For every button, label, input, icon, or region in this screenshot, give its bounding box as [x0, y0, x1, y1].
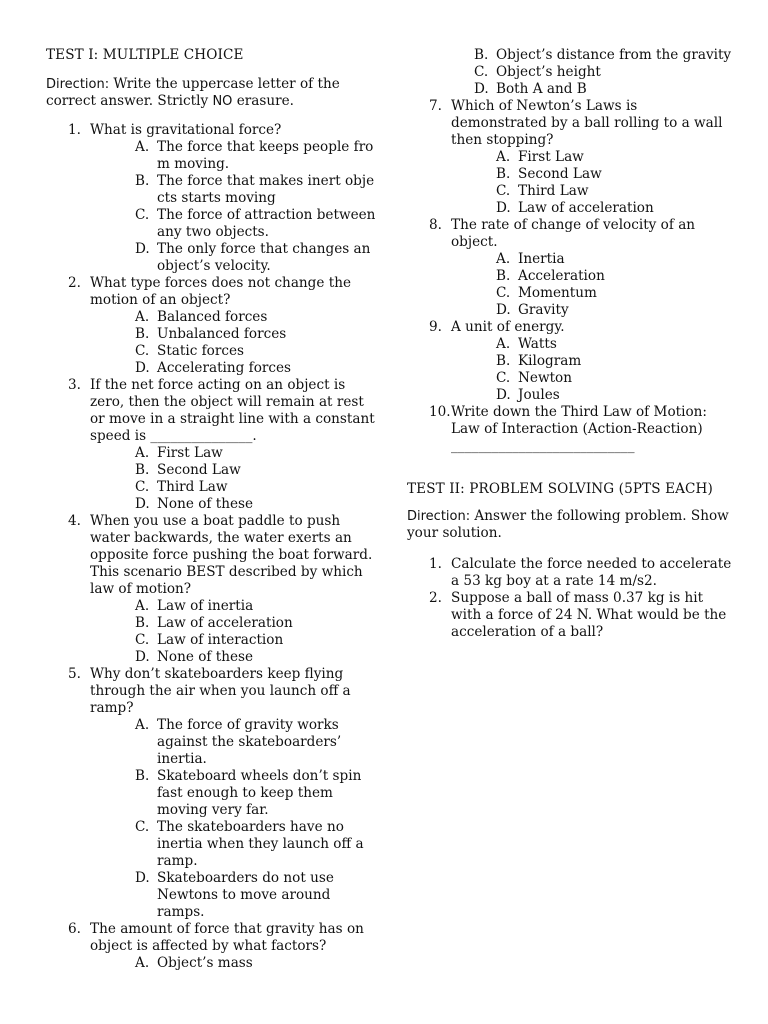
- option-letter: C.: [496, 183, 511, 199]
- option-text: The force of gravity works against the skateboarders’ inertia.: [157, 717, 342, 767]
- option-letter: D.: [135, 360, 150, 376]
- direction-text-2: erasure.: [232, 93, 294, 109]
- option-text: None of these: [157, 649, 254, 665]
- problem-number: 2.: [429, 590, 442, 606]
- question-10: [407, 404, 737, 455]
- option-item: [135, 717, 376, 768]
- option-item: [135, 632, 376, 649]
- question-number: 1.: [68, 122, 81, 138]
- option-list: [474, 47, 737, 98]
- option-letter: C.: [496, 285, 511, 301]
- question-number: 2.: [68, 275, 81, 291]
- option-text: The force of attraction between any two objects.: [157, 207, 376, 240]
- option-letter: A.: [135, 955, 150, 971]
- option-letter: B.: [135, 173, 150, 189]
- question-text: What type forces does not change the motion of an object?: [90, 275, 352, 308]
- option-text: Skateboarders do not use Newtons to move around ramps.: [157, 870, 334, 920]
- question-7: [407, 98, 737, 217]
- question-list-right: [407, 98, 737, 455]
- option-text: Third Law: [157, 479, 228, 495]
- option-item: [135, 139, 376, 173]
- question-8: [407, 217, 737, 319]
- option-letter: C.: [135, 819, 150, 835]
- direction-text: Answer the following problem. Show your solution.: [407, 508, 729, 541]
- option-text: Law of acceleration: [157, 615, 293, 631]
- option-list: [90, 717, 376, 921]
- option-item: [496, 183, 737, 200]
- question-text: Write down the Third Law of Motion: Law of Interaction (Action-Reaction): [451, 404, 707, 437]
- option-text: Balanced forces: [157, 309, 268, 325]
- option-text: First Law: [157, 445, 223, 461]
- question-text: A unit of energy.: [451, 319, 565, 335]
- option-text: Unbalanced forces: [157, 326, 287, 342]
- option-item: [135, 615, 376, 632]
- option-item: [135, 445, 376, 462]
- option-item: [135, 955, 376, 972]
- question-text: The rate of change of velocity of an object.: [451, 217, 696, 250]
- option-item: [135, 649, 376, 666]
- direction-text-1: Write the uppercase letter of the correct answer. Strictly: [46, 76, 340, 109]
- option-list: [90, 309, 376, 377]
- direction-label: Direction:: [407, 509, 471, 524]
- option-text: Kilogram: [518, 353, 582, 369]
- option-item: [135, 870, 376, 921]
- option-item: [135, 360, 376, 377]
- problem-list: [407, 556, 737, 641]
- option-letter: A.: [496, 149, 511, 165]
- option-text: Object’s mass: [157, 955, 253, 971]
- question-text: Which of Newton’s Laws is demonstrated by a ball rolling to a wall then stopping?: [451, 98, 723, 148]
- option-letter: B.: [135, 768, 150, 784]
- option-item: [496, 387, 737, 404]
- option-list: [90, 955, 376, 972]
- option-text: The skateboarders have no inertia when they launch off a ramp.: [157, 819, 364, 869]
- problem-2: [407, 590, 737, 641]
- option-list: [451, 251, 737, 319]
- question-number: 10.: [429, 404, 451, 420]
- option-letter: D.: [135, 649, 150, 665]
- option-list: [451, 336, 737, 404]
- test2-section: [407, 481, 737, 641]
- option-item: [135, 326, 376, 343]
- option-item: [496, 149, 737, 166]
- option-list: [90, 445, 376, 513]
- option-item: [496, 370, 737, 387]
- option-item: [496, 268, 737, 285]
- question-text: When you use a boat paddle to push water backwards, the water exerts an opposite force pushing the boat forward. This scenario BEST described by which law of motion?: [90, 513, 373, 597]
- option-letter: D.: [474, 81, 489, 97]
- option-item: [496, 302, 737, 319]
- problem-number: 1.: [429, 556, 442, 572]
- question-text: What is gravitational force?: [90, 122, 282, 138]
- question-text: The amount of force that gravity has on object is affected by what factors?: [90, 921, 364, 954]
- option-letter: A.: [496, 336, 511, 352]
- option-text: Law of acceleration: [518, 200, 654, 216]
- question-text: Why don’t skateboarders keep flying through the air when you launch off a ramp?: [90, 666, 351, 716]
- option-text: Law of interaction: [157, 632, 284, 648]
- option-text: Skateboard wheels don’t spin fast enough to keep them moving very far.: [157, 768, 362, 818]
- option-item: [135, 479, 376, 496]
- option-letter: C.: [135, 343, 150, 359]
- option-item: [135, 819, 376, 870]
- option-letter: D.: [496, 302, 511, 318]
- option-text: Both A and B: [496, 81, 587, 97]
- direction-no: NO: [212, 94, 233, 109]
- option-list: [90, 598, 376, 666]
- option-letter: C.: [135, 632, 150, 648]
- option-item: [135, 768, 376, 819]
- option-item: [135, 173, 376, 207]
- option-text: First Law: [518, 149, 584, 165]
- option-item: [135, 241, 376, 275]
- option-letter: B.: [135, 462, 150, 478]
- option-text: Gravity: [518, 302, 569, 318]
- option-letter: A.: [135, 139, 150, 155]
- question-6-continued: [407, 47, 737, 98]
- option-text: Inertia: [518, 251, 565, 267]
- option-text: Second Law: [157, 462, 241, 478]
- option-letter: C.: [135, 207, 150, 223]
- option-text: Momentum: [518, 285, 597, 301]
- option-letter: B.: [135, 615, 150, 631]
- option-text: Watts: [518, 336, 557, 352]
- question-6: [46, 921, 376, 972]
- option-letter: B.: [496, 166, 511, 182]
- question-1: [46, 122, 376, 275]
- option-item: [135, 207, 376, 241]
- question-list-left: [46, 122, 376, 972]
- option-text: Object’s distance from the gravity: [496, 47, 732, 63]
- option-letter: B.: [135, 326, 150, 342]
- answer-line: ___________________________: [451, 438, 635, 454]
- option-text: Law of inertia: [157, 598, 254, 614]
- left-column: [46, 47, 376, 972]
- question-9: [407, 319, 737, 404]
- option-text: Acceleration: [518, 268, 605, 284]
- question-3: [46, 377, 376, 513]
- option-letter: B.: [474, 47, 489, 63]
- question-2: [46, 275, 376, 377]
- problem-1: [407, 556, 737, 590]
- option-text: Second Law: [518, 166, 602, 182]
- question-number: 7.: [429, 98, 442, 114]
- problem-text: Suppose a ball of mass 0.37 kg is hit with a force of 24 N. What would be the acceleration of a ball?: [451, 590, 727, 640]
- option-list: [451, 149, 737, 217]
- test1-heading: TEST I: MULTIPLE CHOICE: [46, 47, 244, 63]
- option-item: [135, 496, 376, 513]
- option-letter: A.: [496, 251, 511, 267]
- option-text: Accelerating forces: [157, 360, 292, 376]
- option-item: [496, 166, 737, 183]
- direction-label: Direction:: [46, 77, 110, 92]
- option-text: None of these: [157, 496, 254, 512]
- option-text: The only force that changes an object’s velocity.: [157, 241, 371, 274]
- option-text: The force that makes inert obje cts starts moving: [157, 173, 375, 206]
- option-item: [135, 462, 376, 479]
- option-letter: D.: [496, 387, 511, 403]
- question-text: If the net force acting on an object is zero, then the object will remain at rest or move in a straight line with a constant speed is _______________.: [90, 377, 375, 444]
- right-column: [407, 47, 737, 641]
- option-letter: D.: [135, 496, 150, 512]
- test1-direction: [46, 76, 376, 110]
- test2-heading: TEST II: PROBLEM SOLVING (5PTS EACH): [407, 481, 713, 497]
- option-letter: C.: [496, 370, 511, 386]
- question-number: 8.: [429, 217, 442, 233]
- option-letter: A.: [135, 598, 150, 614]
- option-item: [496, 285, 737, 302]
- option-text: Object’s height: [496, 64, 601, 80]
- option-item: [474, 81, 737, 98]
- option-list: [90, 139, 376, 275]
- test2-direction: [407, 508, 737, 542]
- option-item: [135, 343, 376, 360]
- option-item: [496, 200, 737, 217]
- question-5: [46, 666, 376, 921]
- option-letter: D.: [496, 200, 511, 216]
- option-letter: B.: [496, 268, 511, 284]
- option-text: The force that keeps people fro m moving.: [157, 139, 374, 172]
- option-letter: A.: [135, 309, 150, 325]
- question-number: 4.: [68, 513, 81, 529]
- option-item: [496, 251, 737, 268]
- question-number: 5.: [68, 666, 81, 682]
- option-item: [135, 309, 376, 326]
- option-text: Newton: [518, 370, 572, 386]
- option-item: [135, 598, 376, 615]
- option-letter: A.: [135, 717, 150, 733]
- option-letter: B.: [496, 353, 511, 369]
- question-number: 3.: [68, 377, 81, 393]
- problem-text: Calculate the force needed to accelerate a 53 kg boy at a rate 14 m/s2.: [451, 556, 732, 589]
- option-item: [474, 47, 737, 64]
- option-item: [496, 353, 737, 370]
- question-number: 6.: [68, 921, 81, 937]
- option-letter: D.: [135, 241, 150, 257]
- option-text: Joules: [518, 387, 560, 403]
- option-item: [474, 64, 737, 81]
- option-letter: C.: [474, 64, 489, 80]
- option-letter: A.: [135, 445, 150, 461]
- question-4: [46, 513, 376, 666]
- option-letter: C.: [135, 479, 150, 495]
- option-text: Third Law: [518, 183, 589, 199]
- option-item: [496, 336, 737, 353]
- option-letter: D.: [135, 870, 150, 886]
- question-number: 9.: [429, 319, 442, 335]
- option-text: Static forces: [157, 343, 244, 359]
